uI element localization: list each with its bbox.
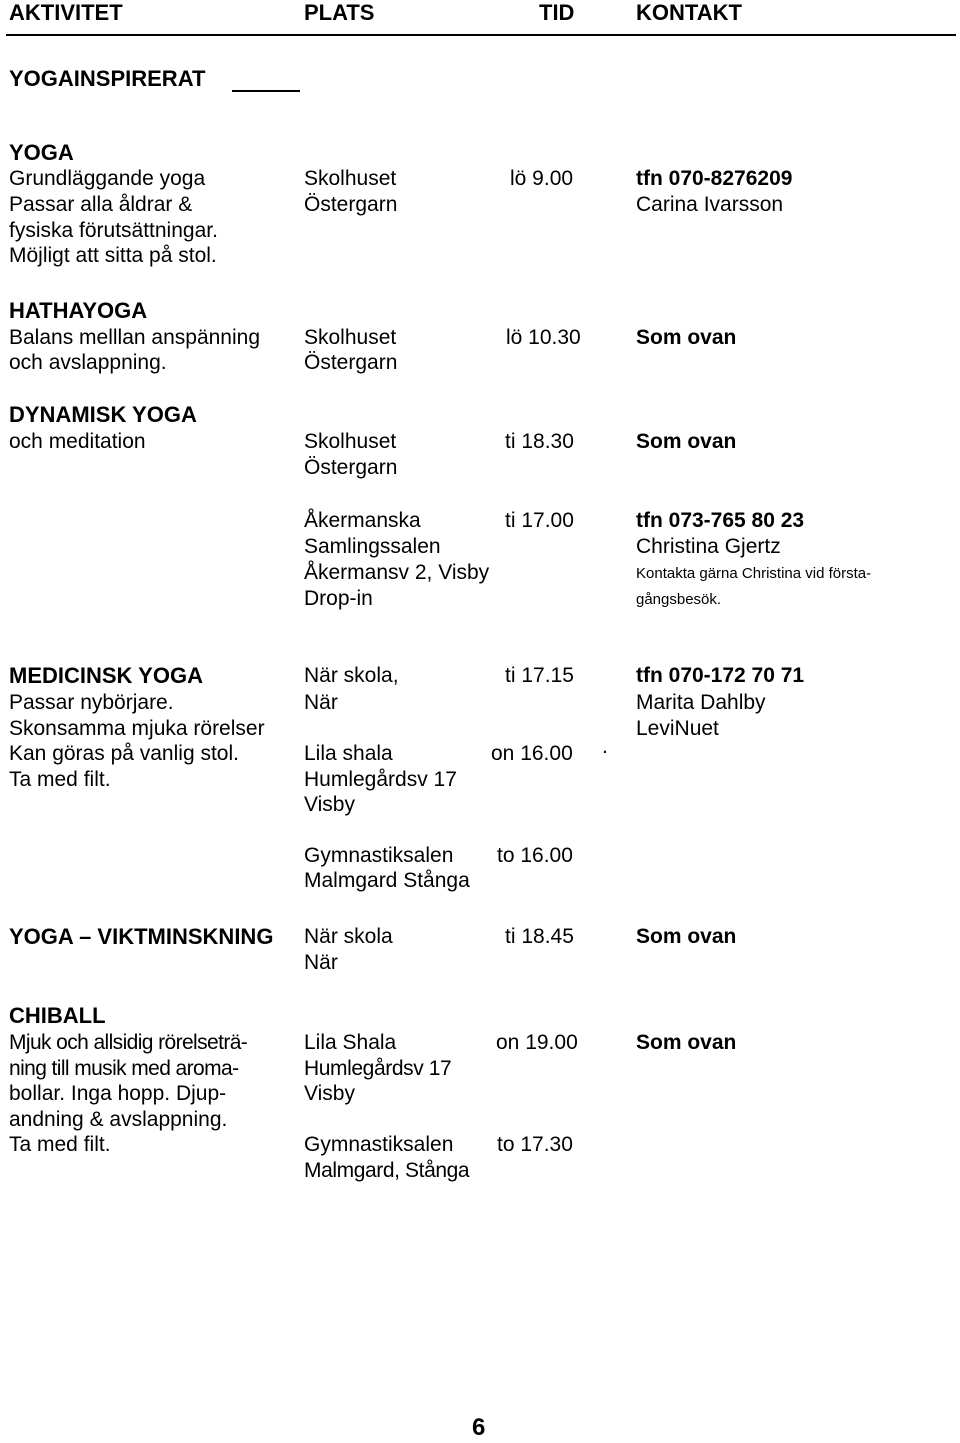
medicinsk-place-1: När skola, (304, 664, 399, 687)
medicinsk-time: ti 17.15 (505, 664, 574, 687)
dynamisk-place2-4: Drop-in (304, 587, 373, 610)
medicinsk-place3-1: Gymnastiksalen (304, 844, 454, 867)
medicinsk-desc-2: Skonsamma mjuka rörelser (9, 717, 265, 740)
medicinsk-title: MEDICINSK YOGA (9, 663, 203, 688)
yoga-desc-2: Passar alla åldrar & (9, 193, 193, 216)
chiball-desc-1: Mjuk och allsidig rörelseträ- (9, 1031, 248, 1054)
medicinsk-contact-phone: tfn 070-172 70 71 (636, 664, 805, 687)
chiball-desc-4: andning & avslappning. (9, 1108, 228, 1131)
chiball-desc-5: Ta med filt. (9, 1133, 111, 1156)
category-title: YOGAINSPIRERAT (9, 66, 206, 91)
medicinsk-desc-1: Passar nybörjare. (9, 691, 174, 714)
medicinsk-time2: on 16.00 (491, 742, 573, 765)
chiball-contact: Som ovan (636, 1031, 737, 1054)
dynamisk-title: DYNAMISK YOGA (9, 402, 197, 427)
viktminskning-place-1: När skola (304, 925, 393, 948)
dynamisk-place2-2: Samlingssalen (304, 535, 441, 558)
viktminskning-place-2: När (304, 951, 338, 974)
medicinsk-contact-name: Marita Dahlby (636, 691, 766, 714)
hathayoga-desc-2: och avslappning. (9, 351, 167, 374)
dynamisk-contact2-note-2: gångsbesök. (636, 591, 722, 608)
medicinsk-contact-org: LeviNuet (636, 717, 719, 740)
dynamisk-time: ti 18.30 (505, 430, 574, 453)
page-number: 6 (472, 1414, 486, 1441)
yoga-desc-3: fysiska förutsättningar. (9, 219, 218, 242)
chiball-place2-1: Gymnastiksalen (304, 1133, 454, 1156)
chiball-time2: to 17.30 (497, 1133, 573, 1156)
dynamisk-contact: Som ovan (636, 430, 737, 453)
hathayoga-place-2: Östergarn (304, 351, 398, 374)
hathayoga-title: HATHAYOGA (9, 298, 148, 323)
dynamisk-contact2-name: Christina Gjertz (636, 535, 781, 558)
medicinsk-place2-2: Humlegårdsv 17 (304, 768, 457, 791)
hathayoga-place-1: Skolhuset (304, 326, 397, 349)
chiball-place2-2: Malmgard, Stånga (304, 1159, 470, 1182)
yoga-time: lö 9.00 (510, 167, 574, 190)
dynamisk-place2-1: Åkermanska (304, 509, 421, 532)
medicinsk-desc-3: Kan göras på vanlig stol. (9, 742, 239, 765)
medicinsk-desc-4: Ta med filt. (9, 768, 111, 791)
yoga-place-1: Skolhuset (304, 167, 397, 190)
header-tid: TID (539, 0, 575, 25)
yoga-desc-4: Möjligt att sitta på stol. (9, 244, 217, 267)
hathayoga-time: lö 10.30 (506, 326, 581, 349)
medicinsk-place3-2: Malmgard Stånga (304, 869, 470, 892)
header-kontakt: KONTAKT (636, 0, 742, 25)
header-plats: PLATS (304, 0, 375, 25)
header-aktivitet: AKTIVITET (9, 0, 123, 25)
dynamisk-desc: och meditation (9, 430, 146, 453)
medicinsk-place2-3: Visby (304, 793, 355, 816)
chiball-time: on 19.00 (496, 1031, 578, 1054)
yoga-title: YOGA (9, 140, 74, 165)
chiball-place-1: Lila Shala (304, 1031, 397, 1054)
medicinsk-contact-dot: . (602, 735, 608, 758)
viktminskning-title: YOGA – VIKTMINSKNING (9, 924, 274, 949)
chiball-place-2: Humlegårdsv 17 (304, 1057, 452, 1080)
header-rule (6, 34, 956, 36)
yoga-desc-1: Grundläggande yoga (9, 167, 206, 190)
viktminskning-contact: Som ovan (636, 925, 737, 948)
chiball-title: CHIBALL (9, 1003, 106, 1028)
dynamisk-time2: ti 17.00 (505, 509, 574, 532)
medicinsk-place-2: När (304, 691, 338, 714)
medicinsk-place2-1: Lila shala (304, 742, 393, 765)
chiball-desc-2: ning till musik med aroma- (9, 1057, 239, 1080)
hathayoga-desc-1: Balans melllan anspänning (9, 326, 261, 349)
dynamisk-place-1: Skolhuset (304, 430, 397, 453)
yoga-contact-name: Carina Ivarsson (636, 193, 784, 216)
dynamisk-contact2-note-1: Kontakta gärna Christina vid första- (636, 565, 872, 582)
yoga-contact-phone: tfn 070-8276209 (636, 167, 793, 190)
chiball-desc-3: bollar. Inga hopp. Djup- (9, 1082, 227, 1105)
dynamisk-place2-3: Åkermansv 2, Visby (304, 561, 490, 584)
viktminskning-time: ti 18.45 (505, 925, 574, 948)
chiball-place-3: Visby (304, 1082, 355, 1105)
dynamisk-contact2-phone: tfn 073-765 80 23 (636, 509, 805, 532)
dynamisk-place-2: Östergarn (304, 456, 398, 479)
medicinsk-time3: to 16.00 (497, 844, 573, 867)
yoga-place-2: Östergarn (304, 193, 398, 216)
hathayoga-contact: Som ovan (636, 326, 737, 349)
category-underline (232, 90, 300, 92)
